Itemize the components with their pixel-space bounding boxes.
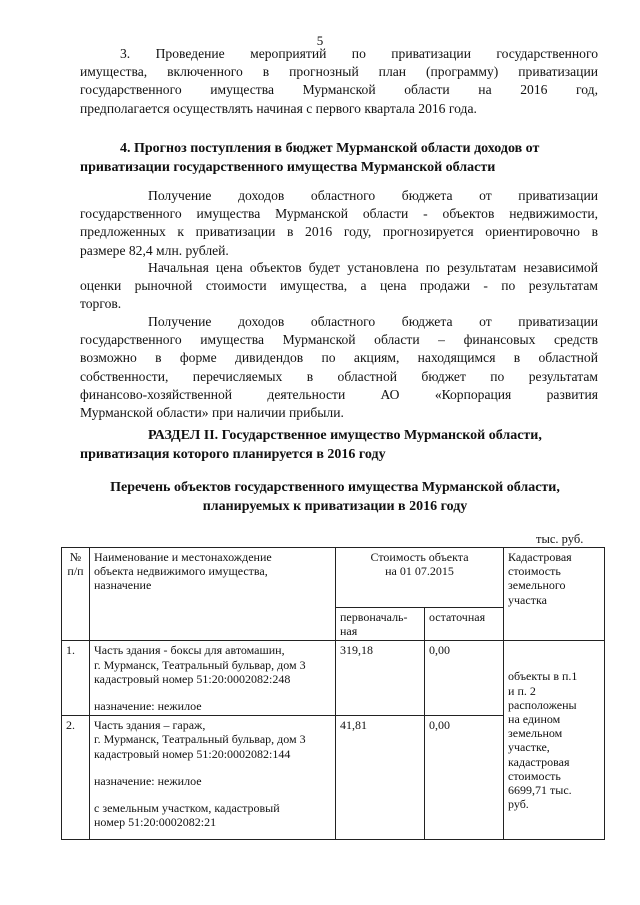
header-line: Кадастровая xyxy=(508,550,572,564)
header-line: стоимость xyxy=(508,564,561,579)
section4-paragraph-income xyxy=(80,187,598,260)
note-line: на едином xyxy=(508,712,561,727)
header-cell-number xyxy=(62,548,90,641)
header-line: назначение xyxy=(94,578,152,593)
cadastral-note-cell xyxy=(504,641,605,840)
note-line: земельном xyxy=(508,726,563,741)
list-title xyxy=(70,479,600,516)
note-line: участке, xyxy=(508,740,550,755)
paragraph-line: предполагается осуществлять начиная с первого квартала 2016 года. xyxy=(80,100,477,116)
table-header-row xyxy=(62,548,605,608)
unit-note: тыс. руб. xyxy=(536,532,584,546)
row-initial-cost: 319,18 xyxy=(336,641,425,716)
paragraph-line: государственного имущества Мурманской области - объектов недвижимости, xyxy=(80,206,598,222)
header-line: участка xyxy=(508,592,547,607)
table-row xyxy=(62,641,605,716)
section4-paragraph-price xyxy=(80,259,598,314)
object-line: Часть здания - боксы для автомашин, xyxy=(94,643,285,658)
header-cell-residual: остаточная xyxy=(425,608,504,641)
paragraph-line: имущества, включенного в прогнозный план (программу) приватизации xyxy=(80,64,598,80)
paragraph-line: финансово-хозяйственной деятельности АО «Корпорация развития xyxy=(80,386,598,402)
row-residual-cost: 0,00 xyxy=(425,716,504,840)
object-line: кадастровый номер 51:20:0002082:144 xyxy=(94,746,291,761)
note-line: и п. 2 xyxy=(508,683,536,698)
heading-line: Перечень объектов государственного имущества Мурманской области, xyxy=(110,480,560,495)
paragraph-line: возможно в форме дивидендов по акциям, находящимся в областной xyxy=(80,350,598,366)
paragraph-line: Получение доходов областного бюджета от приватизации xyxy=(148,188,598,203)
header-line: Стоимость объекта xyxy=(370,550,469,564)
header-line: земельного xyxy=(508,578,566,593)
note-line: расположены xyxy=(508,697,577,712)
note-line: кадастровая xyxy=(508,754,570,769)
heading-line: приватизация которого планируется в 2016 году xyxy=(80,446,386,462)
object-purpose: назначение: нежилое xyxy=(94,773,202,788)
object-line: кадастровый номер 51:20:0002082:248 xyxy=(94,671,291,686)
heading-line: планируемых к приватизации в 2016 году xyxy=(202,498,468,514)
header-line: первоначаль- xyxy=(340,610,408,624)
paragraph-line: собственности, перечисляемых в областной бюджет по результатам xyxy=(80,368,598,384)
paragraph-line: предложенных к приватизации в 2016 году, прогнозируется ориентировочно в xyxy=(80,224,598,240)
note-line: руб. xyxy=(508,797,529,812)
page-number: 5 xyxy=(316,33,324,48)
paragraph-line: Начальная цена объектов будет установлена по результатам независимой xyxy=(148,260,598,275)
heading-line: РАЗДЕЛ II. Государственное имущество Мурманской области, xyxy=(148,428,542,443)
note-line: стоимость xyxy=(508,768,561,783)
object-line: г. Мурманск, Театральный бульвар, дом 3 xyxy=(94,732,306,747)
object-line: Часть здания – гараж, xyxy=(94,718,206,733)
object-land: с земельным участком, кадастровый xyxy=(94,801,280,816)
section4-heading xyxy=(80,140,598,177)
part2-heading xyxy=(80,427,598,464)
section4-paragraph-dividends xyxy=(80,313,598,422)
section3-paragraph xyxy=(80,45,598,118)
header-line: ная xyxy=(340,624,358,639)
note-line: объекты в п.1 xyxy=(508,669,578,684)
row-initial-cost: 41,81 xyxy=(336,716,425,840)
header-line: п/п xyxy=(67,564,84,579)
heading-line: приватизации государственного имущества Мурманской области xyxy=(80,159,496,175)
paragraph-line: государственного имущества Мурманской области – финансовых средств xyxy=(80,332,598,348)
paragraph-line: Мурманской области» при наличии прибыли. xyxy=(80,405,344,421)
paragraph-line: оценки рыночной стоимости имущества, а цена продажи - по результатам xyxy=(80,278,598,294)
header-cell-cost xyxy=(336,548,504,608)
object-land: номер 51:20:0002082:21 xyxy=(94,815,217,830)
header-line: № xyxy=(69,550,82,564)
paragraph-line: Получение доходов областного бюджета от приватизации xyxy=(148,314,598,329)
paragraph-line: торгов. xyxy=(80,296,122,312)
objects-table xyxy=(61,547,605,840)
header-cell-cadastral xyxy=(504,548,605,641)
paragraph-line: размере 82,4 млн. рублей. xyxy=(80,242,229,258)
row-object-description xyxy=(90,641,336,716)
header-cell-initial xyxy=(336,608,425,641)
row-number: 1. xyxy=(62,641,90,716)
paragraph-line: государственного имущества Мурманской области на 2016 год, xyxy=(80,82,598,98)
note-line: 6699,71 тыс. xyxy=(508,783,572,798)
object-purpose: назначение: нежилое xyxy=(94,699,202,714)
row-residual-cost: 0,00 xyxy=(425,641,504,716)
header-line: Наименование и местонахождение xyxy=(94,550,272,564)
header-cell-name xyxy=(90,548,336,641)
row-number: 2. xyxy=(62,716,90,840)
object-line: г. Мурманск, Театральный бульвар, дом 3 xyxy=(94,657,306,672)
paragraph-line: 3. Проведение мероприятий по приватизации государственного xyxy=(120,46,598,61)
row-object-description xyxy=(90,716,336,840)
heading-line: 4. Прогноз поступления в бюджет Мурманской области доходов от xyxy=(120,141,540,156)
header-line: на 01 07.2015 xyxy=(385,564,454,579)
header-line: объекта недвижимого имущества, xyxy=(94,564,268,579)
